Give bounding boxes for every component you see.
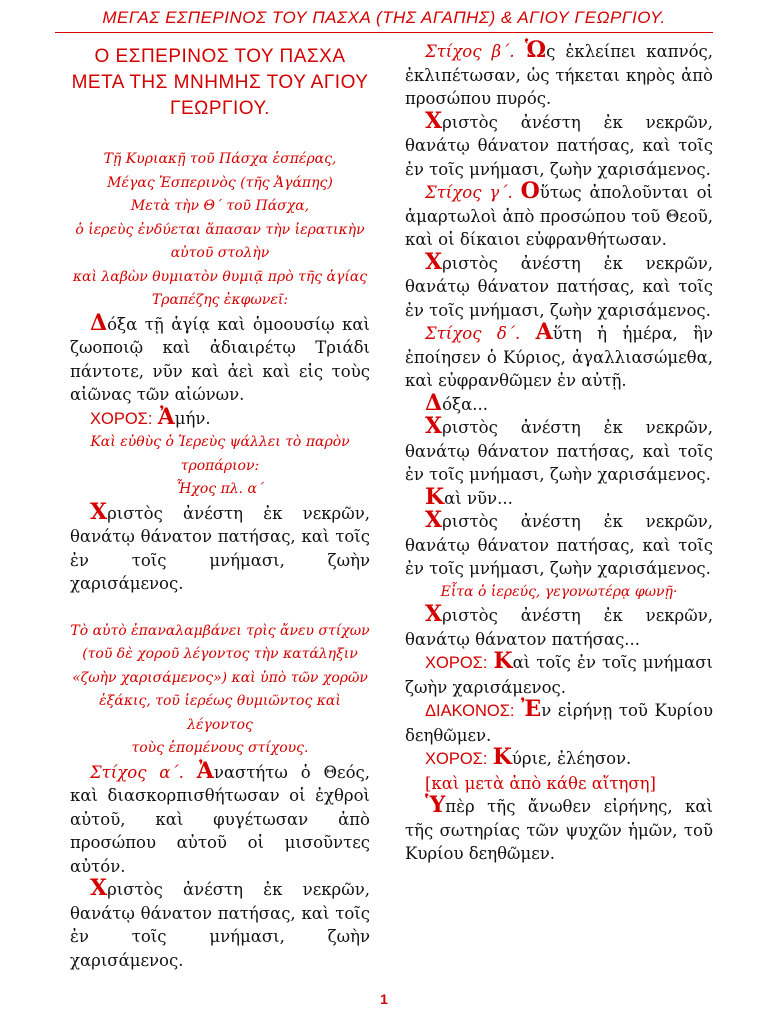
drop-initial: Ἀ <box>196 757 214 784</box>
paragraph-text: ναστήτω ὁ Θεός, καὶ διασκορπισθήτωσαν οἱ ἐχθροὶ αὐτοῦ, καὶ φυγέτωσαν ἀπὸ προσώπου αὐτοῦ οἱ μισοῦντες αὐτόν. <box>70 762 370 876</box>
drop-initial: Χ <box>425 601 443 627</box>
right-column <box>405 37 714 866</box>
header-rule <box>55 32 713 33</box>
paragraph-text: αὶ τοῖς ἐν τοῖς μνήμασι ζωὴν χαρισάμενος. <box>405 653 713 697</box>
paragraph-text: όξα... <box>442 394 488 414</box>
repeat-rubric <box>70 620 370 761</box>
verse-4 <box>405 319 713 393</box>
christos-paragraph <box>405 248 713 323</box>
paragraph-text: ὕτη ἡ ἡμέρα, ἣν ἐποίησεν ὁ Κύριος, ἀγαλλιασώμεθα, καὶ εὐφρανθῶμεν ἐν αὐτῇ. <box>405 324 713 390</box>
page-header: ΜΕΓΑΣ ΕΣΠΕΡΙΝΟΣ ΤΟΥ ΠΑΣΧΑ (ΤΗΣ ΑΓΑΠΗΣ) & ΑΓΙΟΥ ΓΕΩΡΓΙΟΥ. <box>102 8 666 27</box>
christos-short <box>405 601 713 651</box>
choir-amen <box>70 403 370 432</box>
paragraph-text: ριστὸς ἀνέστη ἐκ νεκρῶν, θανάτῳ θάνατον πατήσας, καὶ τοῖς ἐν τοῖς μνήμασι, ζωὴν χαρισάμενος. <box>405 512 713 578</box>
speaker-label: ΧΟΡΟΣ: <box>425 654 488 672</box>
drop-initial: Ο <box>520 178 540 204</box>
title-line: Ο ΕΣΠΕΡΙΝΟΣ ΤΟΥ ΠΑΣΧΑ <box>94 46 346 67</box>
christos-paragraph <box>405 107 713 182</box>
then-rubric: Εἶτα ὁ ἱερεύς, γεγονωτέρᾳ φωνῇ· <box>440 583 678 600</box>
christos-paragraph <box>70 498 370 596</box>
rubric-line: Μέγας Ἑσπερινὸς (τῆς Ἀγάπης) <box>107 174 333 191</box>
verse-lead: Στίχος δ΄. <box>425 324 521 343</box>
page-number: 1 <box>380 991 388 1007</box>
speaker-label: ΧΟΡΟΣ: <box>90 409 153 428</box>
troparion-rubric <box>70 431 370 502</box>
drop-initial: Δ <box>90 309 108 336</box>
rubric-line: Τὸ αὐτὸ ἐπαναλαμβάνει τρὶς ἄνευ στίχων <box>70 622 370 639</box>
verse-3 <box>405 178 713 252</box>
christos-paragraph <box>405 413 713 487</box>
drop-initial: Χ <box>90 498 108 525</box>
paragraph-text: μήν. <box>174 408 211 428</box>
drop-initial: Δ <box>425 389 443 416</box>
paragraph-text: ριστὸς ἀνέστη ἐκ νεκρῶν, θανάτῳ θάνατον πατήσας, καὶ τοῖς ἐν τοῖς μνήμασι, ζωὴν χαρισάμενος. <box>405 112 713 179</box>
rubric-line: «ζωὴν χαρισάμενος») καὶ ὑπὸ τῶν χορῶν <box>72 669 368 686</box>
left-column <box>70 40 370 972</box>
drop-initial: Χ <box>425 507 443 533</box>
doxa-paragraph <box>70 309 370 407</box>
verse-lead: Στίχος β΄. <box>425 42 515 61</box>
rubric-line: Ἦχος πλ. α΄ <box>176 481 264 497</box>
paragraph-text: όξα τῇ ἁγίᾳ καὶ ὁμοουσίῳ καὶ ζωοποιῷ καὶ ἀδιαιρέτῳ Τριάδι πάντοτε, νῦν καὶ ἀεὶ καὶ εἰς τοὺς αἰῶνας τῶν αἰώνων. <box>70 314 370 404</box>
drop-initial: Α <box>535 319 553 345</box>
drop-initial: Χ <box>425 248 443 275</box>
title-line: ΓΕΩΡΓΙΟΥ. <box>170 98 270 119</box>
doxa-short <box>405 389 713 417</box>
rubric-line: (τοῦ δὲ χοροῦ λέγοντος τὴν κατάληξιν <box>82 646 358 662</box>
rubric-line: τροπάριον: <box>180 457 260 474</box>
choir-kyrie <box>405 744 713 772</box>
drop-initial: Ἀ <box>157 403 175 430</box>
deacon-petition <box>405 696 713 747</box>
paragraph-text: ριστὸς ἀνέστη ἐκ νεκρῶν, θανάτῳ θάνατον πατήσας, καὶ τοῖς ἐν τοῖς μνήμασι, ζωὴν χαρισάμενος. <box>405 418 713 484</box>
paragraph-text: πὲρ τῆς ἄνωθεν εἰρήνης, καὶ τῆς σωτηρίας τῶν ψυχῶν ἡμῶν, τοῦ Κυρίου δεηθῶμεν. <box>405 797 713 863</box>
title-line: ΜΕΤΑ ΤΗΣ ΜΝΗΜΗΣ ΤΟΥ ΑΓΙΟΥ <box>71 72 369 93</box>
hyper-petition <box>405 792 713 866</box>
drop-initial: Χ <box>425 107 443 134</box>
paragraph-text: ν εἰρήνῃ τοῦ Κυρίου δεηθῶμεν. <box>405 701 713 745</box>
verse-2 <box>405 37 714 111</box>
speaker-label: ΧΟΡΟΣ: <box>425 750 488 768</box>
drop-initial: Ὡ <box>524 37 547 63</box>
verse-lead: Στίχος α΄. <box>90 762 184 782</box>
choir-kai <box>405 648 713 699</box>
paragraph-text: αὶ νῦν... <box>444 488 513 508</box>
christos-paragraph <box>70 875 370 972</box>
drop-initial: Ἐ <box>521 696 542 722</box>
rubric-line: καὶ λαβὼν θυμιατὸν θυμιᾷ πρὸ τῆς ἁγίας <box>72 268 368 285</box>
kai-nyn <box>405 483 713 511</box>
drop-initial: Κ <box>493 648 513 674</box>
speaker-label: ΔΙΑΚΟΝΟΣ: <box>425 702 515 720</box>
intro-rubric <box>70 148 370 313</box>
verse-lead: Στίχος γ΄. <box>425 183 513 202</box>
rubric-line: Τῇ Κυριακῇ τοῦ Πάσχα ἑσπέρας, <box>103 151 337 167</box>
drop-initial: Χ <box>90 875 108 901</box>
paragraph-text: ὕτως ἀπολοῦνται οἱ ἁμαρτωλοὶ ἀπὸ προσώπου τοῦ Θεοῦ, καὶ οἱ δίκαιοι εὐφρανθήτωσαν. <box>405 183 713 249</box>
rubric-line: τοὺς ἑπομένους στίχους. <box>131 740 309 756</box>
paragraph-text: ριστὸς ἀνέστη ἐκ νεκρῶν, θανάτῳ θάνατον πατήσας, καὶ τοῖς ἐν τοῖς μνήμασι, ζωὴν χαρισάμενος. <box>405 253 713 320</box>
rubric-line: αὐτοῦ στολὴν <box>170 245 270 261</box>
rubric-line: Τραπέζης ἐκφωνεῖ: <box>151 292 289 308</box>
section-title <box>70 44 370 122</box>
drop-initial: Ὑ <box>425 792 446 818</box>
rubric-line: Καὶ εὐθὺς ὁ Ἱερεὺς ψάλλει τὸ παρὸν <box>90 434 350 450</box>
rubric-line: ὁ ἱερεὺς ἐνδύεται ἅπασαν τὴν ἱερατικὴν <box>75 221 365 238</box>
paragraph-text: ριστὸς ἀνέστη ἐκ νεκρῶν, θανάτῳ θάνατον πατήσας... <box>405 606 713 649</box>
paragraph-text: ύριε, ἐλέησον. <box>511 749 632 768</box>
drop-initial: Χ <box>425 413 443 439</box>
paragraph-text: ς ἐκλείπει καπνός, ἐκλιπέτωσαν, ὡς τήκεται κηρὸς ἀπὸ προσώπου πυρός. <box>405 42 714 108</box>
bracket-note: [καὶ μετὰ ἀπὸ κάθε αἴτηση] <box>425 773 656 793</box>
verse-1 <box>70 757 370 879</box>
rubric-line: Μετὰ τὴν Θ΄ τοῦ Πάσχα, <box>130 198 310 214</box>
rubric-line: ἑξάκις, τοῦ ἱερέως θυμιῶντος καὶ λέγοντος <box>99 693 341 733</box>
paragraph-text: ριστὸς ἀνέστη ἐκ νεκρῶν, θανάτῳ θάνατον πατήσας, καὶ τοῖς ἐν τοῖς μνήμασι, ζωὴν χαρισάμενος. <box>70 880 370 970</box>
drop-initial: Κ <box>492 744 512 770</box>
paragraph-text: ριστὸς ἀνέστη ἐκ νεκρῶν, θανάτῳ θάνατον πατήσας, καὶ τοῖς ἐν τοῖς μνήμασι, ζωὴν χαρισάμενος. <box>70 503 370 593</box>
drop-initial: Κ <box>425 483 445 510</box>
christos-paragraph <box>405 507 713 581</box>
